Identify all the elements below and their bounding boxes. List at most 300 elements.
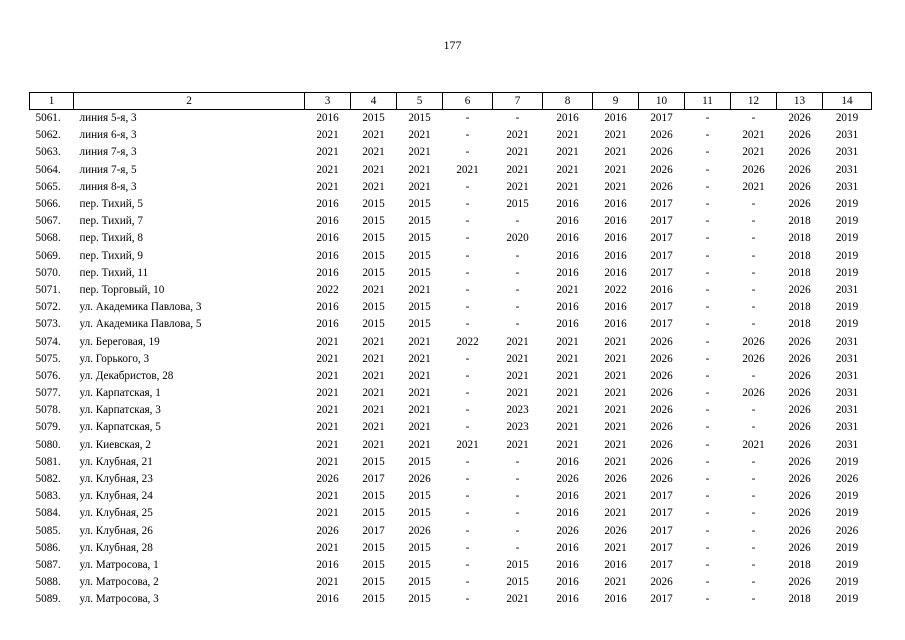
table-row: [30, 144, 872, 161]
year-cell-col-9: 2021: [604, 507, 627, 520]
year-cell-col-9: 2026: [604, 473, 627, 486]
column-header-4: 4: [351, 93, 397, 110]
year-cell-col-7: 2021: [506, 593, 529, 606]
year-cell-col-11: -: [705, 215, 710, 228]
year-cell-col-4: 2021: [362, 352, 385, 365]
year-cell-col-7: -: [515, 455, 520, 468]
year-cell-col-10: 2026: [650, 180, 673, 193]
year-cell-col-7: 2021: [506, 163, 529, 176]
year-cell-col-12: 2026: [742, 335, 765, 348]
year-cell-col-9: 2021: [604, 576, 627, 589]
row-number-cell: 5072.: [35, 301, 61, 314]
column-header-1: 1: [30, 93, 74, 110]
table-row: [30, 213, 872, 230]
year-cell-col-9: 2021: [604, 421, 627, 434]
address-cell: ул. Карпатская, 5: [79, 421, 161, 434]
row-number-cell: 5083.: [35, 490, 61, 503]
year-cell-col-3: 2026: [316, 473, 339, 486]
table-row: [30, 419, 872, 436]
year-cell-col-3: 2021: [316, 490, 339, 503]
row-number-cell: 5073.: [35, 318, 61, 331]
year-cell-col-14: 2031: [835, 163, 859, 176]
year-cell-col-12: -: [751, 404, 756, 417]
year-cell-col-12: -: [751, 266, 756, 279]
year-cell-col-6: -: [465, 455, 470, 468]
year-cell-col-12: 2021: [742, 129, 765, 142]
year-cell-col-11: -: [705, 473, 710, 486]
year-cell-col-10: 2026: [650, 352, 673, 365]
year-cell-col-11: -: [705, 369, 710, 382]
year-cell-col-3: 2021: [316, 129, 339, 142]
year-cell-col-6: -: [465, 541, 470, 554]
year-cell-col-14: 2019: [835, 112, 859, 125]
year-cell-col-7: 2021: [506, 352, 529, 365]
year-cell-col-10: 2017: [650, 318, 673, 331]
address-cell: ул. Горького, 3: [79, 352, 150, 365]
year-cell-col-3: 2021: [316, 387, 339, 400]
row-number-cell: 5068.: [35, 232, 61, 245]
year-cell-col-9: 2021: [604, 146, 627, 159]
year-cell-col-3: 2021: [316, 180, 339, 193]
year-cell-col-4: 2017: [362, 473, 385, 486]
year-cell-col-5: 2021: [408, 335, 431, 348]
year-cell-col-8: 2016: [556, 215, 579, 228]
year-cell-col-4: 2015: [362, 576, 385, 589]
year-cell-col-8: 2021: [556, 335, 579, 348]
year-cell-col-13: 2026: [788, 335, 811, 348]
year-cell-col-7: -: [515, 490, 520, 503]
year-cell-col-7: -: [515, 507, 520, 520]
row-number-cell: 5061.: [35, 112, 61, 125]
table-row: [30, 591, 872, 608]
year-cell-col-14: 2019: [835, 576, 859, 589]
year-cell-col-5: 2015: [408, 266, 431, 279]
column-header-14: 14: [823, 93, 872, 110]
year-cell-col-12: -: [751, 473, 756, 486]
year-cell-col-7: 2021: [506, 146, 529, 159]
year-cell-col-11: -: [705, 593, 710, 606]
year-cell-col-4: 2015: [362, 558, 385, 571]
year-cell-col-12: -: [751, 215, 756, 228]
year-cell-col-13: 2026: [788, 438, 811, 451]
row-number-cell: 5070.: [35, 266, 61, 279]
year-cell-col-9: 2016: [604, 112, 627, 125]
table-row: [30, 179, 872, 196]
year-cell-col-4: 2021: [362, 421, 385, 434]
year-cell-col-9: 2016: [604, 593, 627, 606]
year-cell-col-8: 2021: [556, 421, 579, 434]
year-cell-col-12: 2026: [742, 163, 765, 176]
year-cell-col-10: 2017: [650, 112, 673, 125]
year-cell-col-8: 2016: [556, 593, 579, 606]
year-cell-col-7: -: [515, 541, 520, 554]
year-cell-col-6: -: [465, 404, 470, 417]
year-cell-col-3: 2022: [316, 283, 339, 296]
year-cell-col-10: 2026: [650, 421, 673, 434]
address-cell: ул. Клубная, 21: [79, 455, 153, 468]
year-cell-col-7: -: [515, 249, 520, 262]
row-number-cell: 5079.: [35, 421, 61, 434]
year-cell-col-5: 2015: [408, 198, 431, 211]
year-cell-col-3: 2021: [316, 507, 339, 520]
year-cell-col-6: -: [465, 318, 470, 331]
table-row: [30, 230, 872, 247]
year-cell-col-4: 2021: [362, 146, 385, 159]
year-cell-col-6: -: [465, 146, 470, 159]
year-cell-col-8: 2021: [556, 146, 579, 159]
address-cell: ул. Матросова, 3: [79, 593, 159, 606]
year-cell-col-13: 2018: [788, 558, 811, 571]
year-cell-col-6: -: [465, 283, 470, 296]
year-cell-col-13: 2018: [788, 318, 811, 331]
year-cell-col-11: -: [705, 421, 710, 434]
year-cell-col-5: 2026: [408, 524, 431, 537]
year-cell-col-9: 2021: [604, 352, 627, 365]
year-cell-col-4: 2015: [362, 318, 385, 331]
year-cell-col-11: -: [705, 112, 710, 125]
year-cell-col-7: 2021: [506, 335, 529, 348]
year-cell-col-4: 2021: [362, 369, 385, 382]
year-cell-col-11: -: [705, 387, 710, 400]
address-cell: пер. Тихий, 11: [79, 266, 149, 279]
row-number-cell: 5071.: [35, 283, 61, 296]
year-cell-col-4: 2015: [362, 455, 385, 468]
year-cell-col-8: 2021: [556, 404, 579, 417]
year-cell-col-13: 2026: [788, 541, 811, 554]
year-cell-col-14: 2031: [835, 146, 859, 159]
column-header-10: 10: [639, 93, 685, 110]
row-number-cell: 5063.: [35, 146, 61, 159]
year-cell-col-11: -: [705, 455, 710, 468]
year-cell-col-3: 2021: [316, 163, 339, 176]
row-number-cell: 5064.: [35, 163, 61, 176]
year-cell-col-13: 2026: [788, 387, 811, 400]
year-cell-col-10: 2026: [650, 404, 673, 417]
year-cell-col-5: 2015: [408, 541, 431, 554]
year-cell-col-7: 2021: [506, 129, 529, 142]
year-cell-col-6: -: [465, 558, 470, 571]
year-cell-col-7: -: [515, 283, 520, 296]
year-cell-col-9: 2021: [604, 129, 627, 142]
year-cell-col-3: 2021: [316, 352, 339, 365]
year-cell-col-12: -: [751, 507, 756, 520]
year-cell-col-9: 2016: [604, 232, 627, 245]
year-cell-col-10: 2017: [650, 266, 673, 279]
table-row: [30, 402, 872, 419]
year-cell-col-11: -: [705, 266, 710, 279]
row-number-cell: 5074.: [35, 335, 61, 348]
year-cell-col-11: -: [705, 163, 710, 176]
year-cell-col-8: 2026: [556, 473, 579, 486]
year-cell-col-14: 2019: [835, 558, 859, 571]
year-cell-col-5: 2015: [408, 455, 431, 468]
table-row: [30, 437, 872, 454]
year-cell-col-7: -: [515, 318, 520, 331]
year-cell-col-14: 2019: [835, 198, 859, 211]
year-cell-col-13: 2026: [788, 180, 811, 193]
header-row: [30, 93, 872, 110]
year-cell-col-14: 2019: [835, 215, 859, 228]
year-cell-col-10: 2026: [650, 335, 673, 348]
year-cell-col-10: 2017: [650, 593, 673, 606]
year-cell-col-13: 2026: [788, 352, 811, 365]
year-cell-col-14: 2019: [835, 541, 859, 554]
year-cell-col-13: 2026: [788, 473, 811, 486]
year-cell-col-3: 2016: [316, 301, 339, 314]
year-cell-col-5: 2021: [408, 129, 431, 142]
year-cell-col-4: 2015: [362, 593, 385, 606]
row-number-cell: 5089.: [35, 593, 61, 606]
year-cell-col-10: 2017: [650, 198, 673, 211]
year-cell-col-12: 2021: [742, 146, 765, 159]
year-cell-col-12: 2026: [742, 387, 765, 400]
year-cell-col-8: 2021: [556, 283, 579, 296]
year-cell-col-8: 2016: [556, 558, 579, 571]
year-cell-col-7: 2023: [506, 421, 529, 434]
year-cell-col-4: 2021: [362, 163, 385, 176]
year-cell-col-10: 2017: [650, 558, 673, 571]
table-row: [30, 368, 872, 385]
year-cell-col-6: -: [465, 490, 470, 503]
year-cell-col-6: -: [465, 387, 470, 400]
year-cell-col-13: 2026: [788, 490, 811, 503]
year-cell-col-9: 2016: [604, 249, 627, 262]
year-cell-col-14: 2026: [835, 524, 859, 537]
table-row: [30, 574, 872, 591]
year-cell-col-10: 2026: [650, 576, 673, 589]
year-cell-col-14: 2026: [835, 473, 859, 486]
row-number-cell: 5078.: [35, 404, 61, 417]
table-row: [30, 385, 872, 402]
year-cell-col-10: 2017: [650, 232, 673, 245]
year-cell-col-14: 2019: [835, 266, 859, 279]
year-cell-col-4: 2015: [362, 266, 385, 279]
year-cell-col-10: 2026: [650, 438, 673, 451]
year-cell-col-8: 2021: [556, 163, 579, 176]
year-cell-col-4: 2015: [362, 232, 385, 245]
year-cell-col-8: 2016: [556, 112, 579, 125]
year-cell-col-6: -: [465, 301, 470, 314]
year-cell-col-4: 2021: [362, 129, 385, 142]
address-cell: линия 8-я, 3: [79, 180, 137, 193]
page-number: 177: [443, 38, 462, 52]
year-cell-col-10: 2017: [650, 507, 673, 520]
year-cell-col-13: 2026: [788, 163, 811, 176]
address-cell: ул. Академика Павлова, 5: [79, 318, 202, 331]
year-cell-col-13: 2026: [788, 507, 811, 520]
year-cell-col-7: 2021: [506, 369, 529, 382]
year-cell-col-6: -: [465, 112, 470, 125]
year-cell-col-11: -: [705, 129, 710, 142]
column-header-7: 7: [493, 93, 543, 110]
year-cell-col-14: 2019: [835, 301, 859, 314]
year-cell-col-11: -: [705, 180, 710, 193]
address-cell: пер. Тихий, 7: [79, 215, 143, 228]
year-cell-col-7: -: [515, 215, 520, 228]
year-cell-col-10: 2026: [650, 163, 673, 176]
address-cell: ул. Клубная, 24: [79, 490, 153, 503]
table-row: [30, 162, 872, 179]
year-cell-col-10: 2017: [650, 301, 673, 314]
year-cell-col-11: -: [705, 404, 710, 417]
year-cell-col-9: 2016: [604, 266, 627, 279]
year-cell-col-11: -: [705, 576, 710, 589]
year-cell-col-3: 2021: [316, 404, 339, 417]
year-cell-col-11: -: [705, 541, 710, 554]
year-cell-col-9: 2022: [604, 283, 627, 296]
address-cell: линия 7-я, 3: [79, 146, 137, 159]
table-row: [30, 557, 872, 574]
year-cell-col-5: 2021: [408, 421, 431, 434]
column-header-2: 2: [74, 93, 305, 110]
address-cell: ул. Карпатская, 3: [79, 404, 161, 417]
schedule-table: [29, 92, 872, 608]
year-cell-col-13: 2026: [788, 283, 811, 296]
year-cell-col-14: 2031: [835, 404, 859, 417]
column-header-3: 3: [305, 93, 351, 110]
year-cell-col-5: 2015: [408, 301, 431, 314]
year-cell-col-14: 2019: [835, 232, 859, 245]
year-cell-col-6: -: [465, 215, 470, 228]
table-row: [30, 299, 872, 316]
year-cell-col-5: 2015: [408, 593, 431, 606]
year-cell-col-3: 2021: [316, 541, 339, 554]
year-cell-col-13: 2026: [788, 146, 811, 159]
year-cell-col-8: 2016: [556, 198, 579, 211]
year-cell-col-12: 2021: [742, 180, 765, 193]
year-cell-col-5: 2015: [408, 576, 431, 589]
year-cell-col-9: 2021: [604, 541, 627, 554]
year-cell-col-14: 2019: [835, 490, 859, 503]
year-cell-col-13: 2018: [788, 215, 811, 228]
year-cell-col-3: 2021: [316, 335, 339, 348]
address-cell: ул. Матросова, 1: [79, 558, 159, 571]
year-cell-col-5: 2021: [408, 387, 431, 400]
year-cell-col-9: 2016: [604, 318, 627, 331]
year-cell-col-8: 2026: [556, 524, 579, 537]
year-cell-col-10: 2026: [650, 455, 673, 468]
year-cell-col-5: 2015: [408, 490, 431, 503]
year-cell-col-11: -: [705, 335, 710, 348]
table-row: [30, 265, 872, 282]
year-cell-col-10: 2017: [650, 524, 673, 537]
address-cell: линия 7-я, 5: [79, 163, 137, 176]
year-cell-col-3: 2021: [316, 576, 339, 589]
year-cell-col-11: -: [705, 490, 710, 503]
year-cell-col-13: 2026: [788, 369, 811, 382]
year-cell-col-7: -: [515, 301, 520, 314]
table-row: [30, 471, 872, 488]
address-cell: ул. Киевская, 2: [79, 438, 151, 451]
table-row: [30, 127, 872, 144]
year-cell-col-6: 2021: [456, 163, 479, 176]
year-cell-col-6: -: [465, 369, 470, 382]
year-cell-col-6: -: [465, 576, 470, 589]
year-cell-col-12: -: [751, 524, 756, 537]
column-header-8: 8: [543, 93, 593, 110]
table-row: [30, 110, 872, 128]
year-cell-col-8: 2016: [556, 541, 579, 554]
year-cell-col-9: 2021: [604, 404, 627, 417]
year-cell-col-7: 2021: [506, 438, 529, 451]
address-cell: ул. Академика Павлова, 3: [79, 301, 202, 314]
year-cell-col-3: 2016: [316, 232, 339, 245]
year-cell-col-12: -: [751, 593, 756, 606]
year-cell-col-6: -: [465, 129, 470, 142]
year-cell-col-8: 2021: [556, 129, 579, 142]
year-cell-col-12: -: [751, 232, 756, 245]
address-cell: ул. Береговая, 19: [79, 335, 160, 348]
year-cell-col-5: 2021: [408, 180, 431, 193]
year-cell-col-7: 2015: [506, 198, 529, 211]
year-cell-col-8: 2016: [556, 318, 579, 331]
year-cell-col-9: 2021: [604, 163, 627, 176]
year-cell-col-6: -: [465, 249, 470, 262]
year-cell-col-14: 2019: [835, 593, 859, 606]
year-cell-col-12: -: [751, 558, 756, 571]
year-cell-col-13: 2026: [788, 112, 811, 125]
year-cell-col-13: 2018: [788, 232, 811, 245]
year-cell-col-13: 2026: [788, 455, 811, 468]
column-header-9: 9: [593, 93, 639, 110]
address-cell: линия 6-я, 3: [79, 129, 137, 142]
year-cell-col-7: 2021: [506, 387, 529, 400]
year-cell-col-10: 2026: [650, 146, 673, 159]
year-cell-col-12: -: [751, 369, 756, 382]
year-cell-col-12: -: [751, 455, 756, 468]
table-row: [30, 248, 872, 265]
year-cell-col-9: 2016: [604, 198, 627, 211]
table-header: [30, 93, 872, 110]
year-cell-col-6: -: [465, 266, 470, 279]
year-cell-col-5: 2015: [408, 558, 431, 571]
year-cell-col-3: 2021: [316, 421, 339, 434]
year-cell-col-5: 2015: [408, 112, 431, 125]
address-cell: ул. Клубная, 23: [79, 473, 153, 486]
column-header-13: 13: [777, 93, 823, 110]
year-cell-col-12: -: [751, 541, 756, 554]
year-cell-col-4: 2015: [362, 301, 385, 314]
year-cell-col-4: 2015: [362, 249, 385, 262]
year-cell-col-13: 2018: [788, 249, 811, 262]
row-number-cell: 5065.: [35, 180, 61, 193]
year-cell-col-8: 2016: [556, 576, 579, 589]
year-cell-col-7: 2021: [506, 180, 529, 193]
year-cell-col-11: -: [705, 352, 710, 365]
year-cell-col-13: 2018: [788, 301, 811, 314]
year-cell-col-6: -: [465, 421, 470, 434]
year-cell-col-6: -: [465, 473, 470, 486]
year-cell-col-11: -: [705, 301, 710, 314]
year-cell-col-13: 2018: [788, 266, 811, 279]
year-cell-col-4: 2015: [362, 541, 385, 554]
year-cell-col-7: -: [515, 266, 520, 279]
year-cell-col-3: 2016: [316, 593, 339, 606]
year-cell-col-13: 2026: [788, 404, 811, 417]
table-row: [30, 505, 872, 522]
year-cell-col-11: -: [705, 232, 710, 245]
year-cell-col-10: 2017: [650, 490, 673, 503]
row-number-cell: 5084.: [35, 507, 61, 520]
row-number-cell: 5088.: [35, 576, 61, 589]
year-cell-col-12: 2026: [742, 352, 765, 365]
address-cell: ул. Карпатская, 1: [79, 387, 161, 400]
row-number-cell: 5066.: [35, 198, 61, 211]
year-cell-col-14: 2031: [835, 352, 859, 365]
year-cell-col-11: -: [705, 146, 710, 159]
year-cell-col-12: -: [751, 283, 756, 296]
address-cell: пер. Тихий, 9: [79, 249, 143, 262]
